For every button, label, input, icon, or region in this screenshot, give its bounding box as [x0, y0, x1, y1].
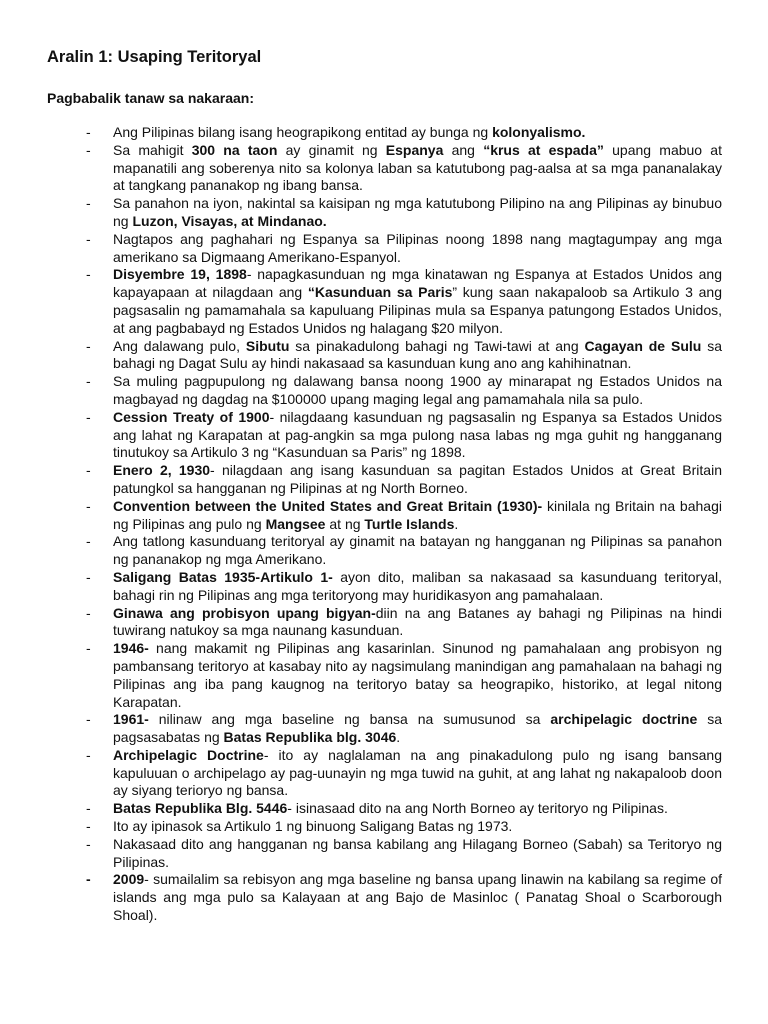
text-run: upang mabuo at mapanatili ang soberenya nito sa kolonya laban sa katutubong pag-aalsa at sa mga pananalakay at tangkang pananakop ng ibang bansa.: [113, 141, 722, 194]
text-run: ” kung saan nakapaloob sa Artikulo 3 ang pagsasalin ng pamamahala sa kapuluang Pilipinas mula sa Espanya patungong Estados Unidos, at ang pagbabayd ng Estados Unidos ng halagang $20 milyon.: [113, 284, 723, 336]
bold-text: Luzon, Visayas, at Mindanao.: [132, 212, 327, 229]
bullet-item: [86, 800, 722, 818]
bullet-item: [86, 142, 722, 195]
bullet-item: [86, 124, 722, 142]
bullet-item: [86, 818, 722, 836]
bold-text: “krus at espada”: [483, 141, 604, 158]
bold-text: Sibutu: [245, 337, 290, 354]
bullet-item: [86, 533, 722, 569]
bullet-item: [86, 836, 722, 872]
bold-text: Cession Treaty of 1900: [113, 408, 270, 425]
text-run: nang makamit ng Pilipinas ang kasarinlan. Sinunod ng pamahalaan ang probisyon ng pambansang teritoryo at kasabay nito ay nagsimulang manindigan ang pamahalaan na bahagi ng Pilipinas ang iba pang kaugnog na teritoryo batay sa heograpiko, historiko, at legal nitong Karapatan.: [113, 640, 722, 710]
bullet-item: [86, 498, 722, 534]
text-run: ay ginamit ng: [277, 141, 386, 158]
text-run: Ito ay ipinasok sa Artikulo 1 ng binuong Saligang Batas ng 1973.: [113, 818, 513, 835]
text-run: - napagkasunduan ng mga kinatawan ng Espanya at Estados Unidos ang kapayapaan at nilagdaan ang: [113, 266, 723, 301]
text-run: - sumailalim sa rebisyon ang mga baseline ng bansa upang linawin na kabilang sa regime of islands ang mga pulo sa Kalayaan at ang Bajo de Masinloc ( Panatag Shoal o Scarborough Shoal).: [113, 871, 722, 924]
bullet-item: [86, 462, 722, 498]
bold-text: Enero 2, 1930: [113, 462, 211, 479]
text-run: Sa panahon na iyon, nakintal sa kaisipan ng mga katutubong Pilipino na ang Pilipinas ay binubuo ng: [113, 195, 722, 229]
text-run: sa pagsasabatas ng: [113, 711, 722, 746]
bullet-item: [86, 747, 722, 800]
bullet-item: [86, 569, 722, 605]
bold-text: Espanya: [385, 141, 444, 158]
text-run: Ang dalawang pulo,: [113, 337, 246, 354]
bold-text: Saligang Batas 1935-Artikulo 1-: [113, 568, 333, 585]
bullet-item: [86, 231, 722, 267]
bullet-item: [86, 409, 722, 462]
text-run: Nagtapos ang paghahari ng Espanya sa Pilipinas noong 1898 nang magtagumpay ang mga amerikano sa Digmaang Amerikano-Espanyol.: [113, 230, 722, 265]
text-run: Nakasaad dito ang hangganan ng bansa kabilang ang Hilagang Borneo (Sabah) sa Teritoryo ng Pilipinas.: [113, 835, 722, 870]
bullet-item: [86, 195, 722, 231]
text-run: .: [454, 515, 459, 532]
bold-text: Convention between the United States and Great Britain (1930)-: [113, 497, 543, 514]
text-run: ayon dito, maliban sa nakasaad sa kasunduang teritoryal, bahagi rin ng Pilipinas ang mga teritoryong may huridikasyon ang pamahalaan.: [113, 568, 722, 603]
bold-text: 2009: [113, 871, 145, 888]
text-run: - ito ay naglalaman na ang pinakadulong pulo ng isang bansang kapuluuan o archipelago ay pag-uunayin ng mga tuwid na guhit, at ang lahat ng nakapaloob doon ay siyang terioryo ng bansa.: [113, 746, 722, 799]
bold-text: Cagayan de Sulu: [584, 337, 702, 354]
bullet-list: [86, 124, 722, 925]
bullet-item: [86, 266, 722, 337]
text-run: Sa mahigit: [113, 141, 192, 158]
bold-text: 300 na taon: [191, 141, 278, 158]
text-run: Ang Pilipinas bilang isang heograpikong entitad ay bunga ng: [113, 124, 493, 140]
text-run: kinilala ng Britain na bahagi ng Pilipinas ang pulo ng: [113, 497, 722, 532]
text-run: Sa muling pagpupulong ng dalawang bansa noong 1900 ay minarapat ng Estados Unidos na magbayad ng dagdag na $100000 upang maging legal ang pamamahala nila sa pulo.: [113, 373, 722, 407]
bold-text: 1961-: [113, 711, 149, 728]
bullet-item: [86, 640, 722, 711]
text-run: - nilagdaan ang isang kasunduan sa pagitan Estados Unidos at Great Britain patungkol sa hangganan ng Pilipinas at ng North Borneo.: [113, 462, 722, 496]
bold-text: Mangsee: [265, 515, 326, 532]
section-heading: Pagbabalik tanaw sa nakaraan:: [47, 90, 254, 106]
bold-text: 1946-: [113, 640, 149, 657]
bullet-item: [86, 338, 722, 374]
text-run: - isinasaad dito na ang North Borneo ay teritoryo ng Pilipinas.: [287, 800, 668, 817]
bullet-item: [86, 605, 722, 641]
bullet-item: [86, 871, 722, 924]
text-run: sa bahagi ng Dagat Sulu ay hindi nakasaad sa kasunduan kung ano ang kahihinatnan.: [113, 337, 722, 372]
bold-text: Turtle Islands: [364, 515, 455, 532]
lesson-title: Aralin 1: Usaping Teritoryal: [47, 48, 262, 66]
bold-text: kolonyalismo.: [492, 124, 586, 140]
bold-text: Archipelagic Doctrine: [113, 746, 264, 763]
text-run: sa pinakadulong bahagi ng Tawi-tawi at ang: [289, 337, 585, 354]
bold-text: Disyembre 19, 1898: [113, 266, 247, 283]
text-run: - nilagdaang kasunduan ng pagsasalin ng Espanya sa Estados Unidos ang lahat ng Karapatan at pag-angkin sa mga pulong nasa labas ng mga guhit ng hangganang tinutukoy sa Artikulo 3 ng “Kasunduan sa Paris” ng 1898.: [113, 408, 722, 461]
text-run: Ang tatlong kasunduang teritoryal ay ginamit na batayan ng hangganan ng Pilipinas sa panahon ng pananakop ng mga Amerikano.: [113, 533, 722, 568]
bullet-item: [86, 373, 722, 409]
bold-text: Batas Republika blg. 3046: [223, 729, 397, 746]
bold-text: “Kasunduan sa Paris: [307, 284, 453, 301]
text-run: .: [396, 729, 401, 746]
text-run: at ng: [325, 515, 365, 532]
bold-text: Ginawa ang probisyon upang bigyan-: [113, 604, 376, 621]
bullet-item: [86, 711, 722, 747]
bold-text: Batas Republika Blg. 5446: [113, 800, 288, 817]
bold-text: archipelagic doctrine: [550, 711, 698, 728]
text-run: nilinaw ang mga baseline ng bansa na sumusunod sa: [148, 711, 551, 728]
text-run: ang: [443, 141, 484, 158]
text-run: diin na ang Batanes ay bahagi ng Pilipinas na hindi tuwirang natukoy sa mga naunang kasunduan.: [113, 604, 722, 639]
